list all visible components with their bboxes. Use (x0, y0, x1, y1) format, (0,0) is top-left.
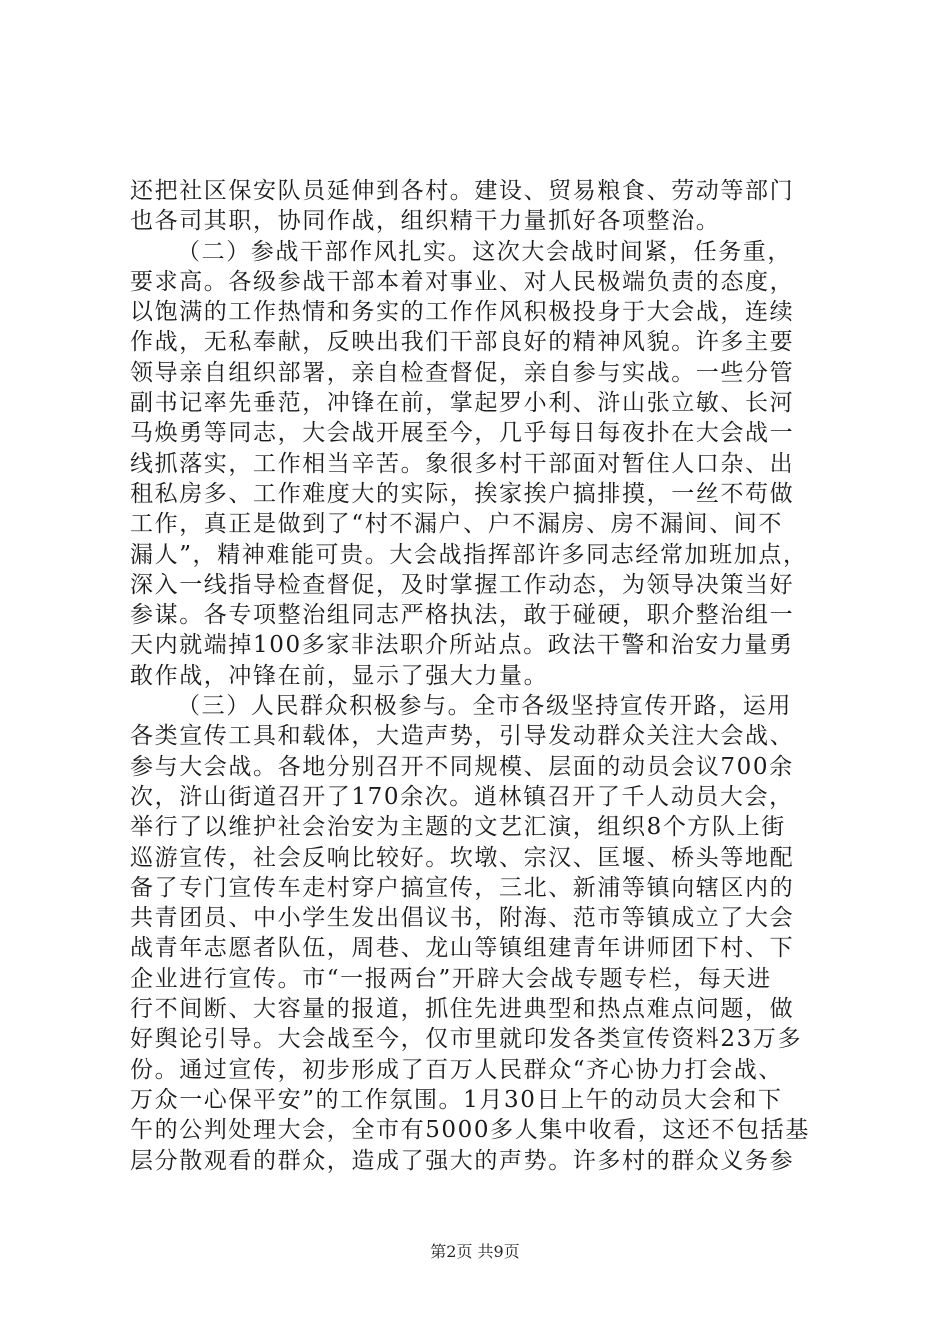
text-line: 敢作战，冲锋在前，显示了强大力量。 (130, 662, 549, 689)
text-line: 线抓落实，工作相当辛苦。象很多村干部面对暂住人口杂、出 (130, 450, 795, 477)
text-line: 作战，无私奉献，反映出我们干部良好的精神风貌。许多主要 (130, 329, 795, 356)
text-line: 领导亲自组织部署，亲自检查督促，亲自参与实战。一些分管 (130, 359, 795, 386)
text-line: 参谋。各专项整治组同志严格执法，敢于碰硬，职介整治组一 (130, 602, 795, 629)
text-line: 万众一心保平安”的工作氛围。1月30日上午的动员大会和下 (130, 1086, 783, 1113)
text-line: 份。通过宣传，初步形成了百万人民群众“齐心协力打会战、 (130, 1056, 783, 1083)
text-line: 工作，真正是做到了“村不漏户、户不漏房、房不漏间、间不 (130, 511, 783, 538)
body-text (130, 176, 830, 1176)
text-line: （三）人民群众积极参与。全市各级坚持宣传开路，运用 (177, 693, 792, 720)
text-line: 共青团员、中小学生发出倡议书，附海、范市等镇成立了大会 (130, 905, 795, 932)
text-line: 参与大会战。各地分别召开不同规模、层面的动员会议700余 (130, 753, 794, 780)
text-line: 天内就端掉100多家非法职介所站点。政法干警和治安力量勇 (130, 632, 794, 659)
text-line: 各类宣传工具和载体，大造声势，引导发动群众关注大会战、 (130, 723, 795, 750)
text-line: 备了专门宣传车走村穿户搞宣传，三北、新浦等镇向辖区内的 (130, 874, 795, 901)
text-line: 好舆论引导。大会战至今，仅市里就印发各类宣传资料23万多 (130, 1026, 803, 1053)
text-line: 马焕勇等同志，大会战开展至今，几乎每日每夜扑在大会战一 (130, 420, 795, 447)
text-line: 副书记率先垂范，冲锋在前，掌起罗小利、浒山张立敏、长河 (130, 390, 795, 417)
text-line: 层分散观看的群众，造成了强大的声势。许多村的群众义务参 (130, 1147, 795, 1174)
text-line: 漏人”，精神难能可贵。大会战指挥部许多同志经常加班加点， (130, 541, 808, 568)
text-line: 也各司其职，协同作战，组织精干力量抓好各项整治。 (130, 208, 721, 235)
text-line: 午的公判处理大会，全市有5000多人集中收看，这还不包括基 (130, 1117, 810, 1144)
text-line: 行不间断、大容量的报道，抓住先进典型和热点难点问题，做 (130, 996, 795, 1023)
text-line: 还把社区保安队员延伸到各村。建设、贸易粮食、劳动等部门 (130, 178, 795, 204)
page-footer: 第2页 共9页 (430, 1242, 520, 1261)
text-line: 深入一线指导检查督促，及时掌握工作动态，为领导决策当好 (130, 571, 795, 598)
text-line: （二）参战干部作风扎实。这次大会战时间紧，任务重， (177, 238, 792, 265)
text-line: 举行了以维护社会治安为主题的文艺汇演，组织8个方队上街 (130, 814, 786, 841)
text-line: 要求高。各级参战干部本着对事业、对人民极端负责的态度， (130, 268, 795, 295)
text-line: 企业进行宣传。市“一报两台”开辟大会战专题专栏，每天进 (130, 965, 772, 992)
text-line: 次，浒山街道召开了170余次。逍林镇召开了千人动员大会， (130, 783, 794, 810)
text-line: 租私房多、工作难度大的实际，挨家挨户搞排摸，一丝不苟做 (130, 480, 795, 507)
text-line: 战青年志愿者队伍，周巷、龙山等镇组建青年讲师团下村、下 (130, 935, 795, 962)
text-line: 以饱满的工作热情和务实的工作作风积极投身于大会战，连续 (130, 299, 795, 326)
text-line: 巡游宣传，社会反响比较好。坎墩、宗汉、匡堰、桥头等地配 (130, 844, 795, 871)
